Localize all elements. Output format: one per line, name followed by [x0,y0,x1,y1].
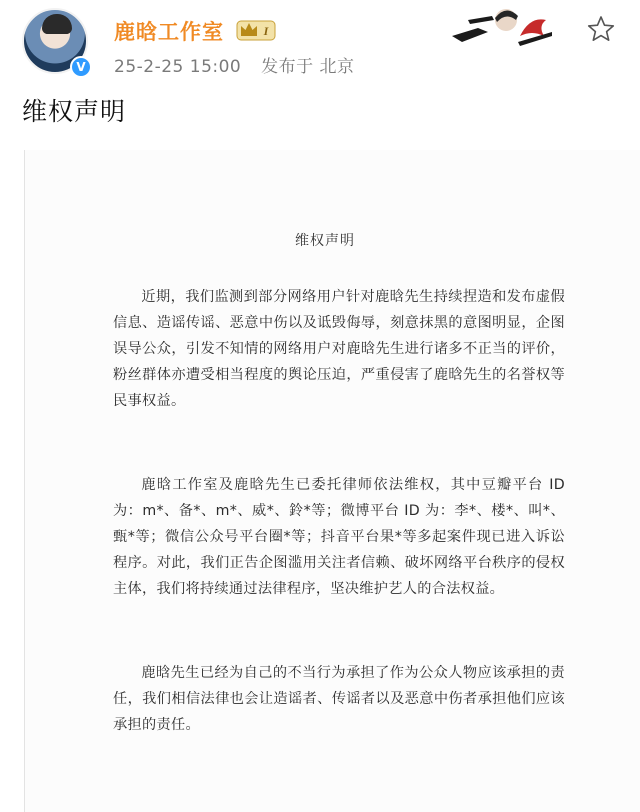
document-paragraph: 鹿晗先生已经为自己的不当行为承担了作为公众人物应该承担的责任，我们相信法律也会让造谣者、传谣者以及恶意中伤者承担他们应该承担的责任。 [113,665,565,733]
username[interactable]: 鹿晗工作室 [114,20,224,44]
vip-badge-text: I [263,24,269,38]
star-icon[interactable] [586,14,616,44]
verified-icon: V [70,56,92,78]
statement-document-image [24,150,640,812]
avatar-hair [42,14,72,34]
post-meta [114,52,369,77]
document-paragraph: 鹿晗工作室及鹿晗先生已委托律师依法维权，其中豆瓣平台 ID 为：m*、备*、m*、威*、鈴*等；微博平台 ID 为：李*、楼*、叫*、甄*等；微信公众号平台圈*等；抖音平台果*等多起案件现已进入诉讼程序。对此，我们正告企图滥用关注者信赖、破坏网络平台秩序的侵权主体，我们将持续通过法律程序，坚决维护艺人的合法权益。 [113,477,565,597]
document-title: 维权声明 [295,233,355,249]
location-label: 发布于 北京 [261,57,355,77]
decorative-banner-image [448,6,556,46]
document-paragraph: 近期，我们监测到部分网络用户针对鹿晗先生持续捏造和发布虚假信息、造谣传谣、恶意中伤以及诋毁侮辱，刻意抹黑的意图明显，企图误导公众，引发不知情的网络用户对鹿晗先生进行诸多不正当的评价，粉丝群体亦遭受相当程度的舆论压迫，严重侵害了鹿晗先生的名誉权等民事权益。 [113,289,565,409]
post-header [0,0,640,90]
timestamp: 25-2-25 15:00 [114,57,242,77]
crown-icon [236,18,276,42]
post-title: 维权声明 [22,97,127,126]
